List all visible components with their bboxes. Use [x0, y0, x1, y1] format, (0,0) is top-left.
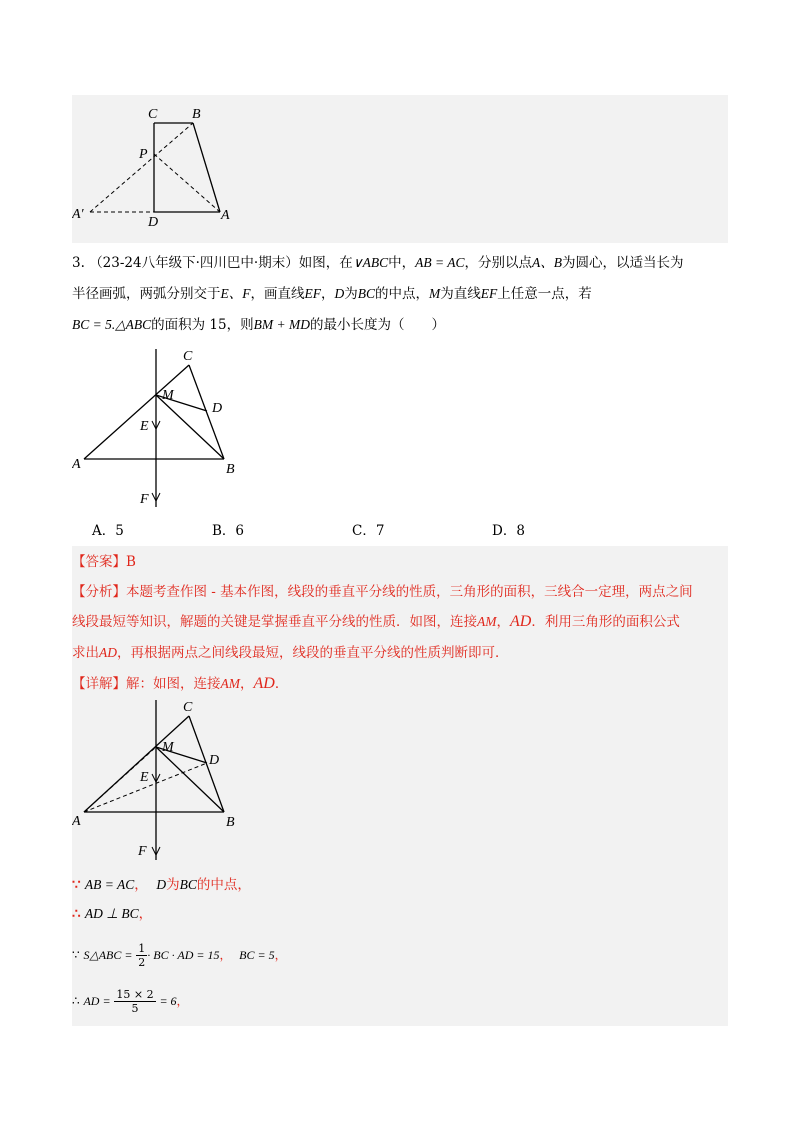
- math-ad-lhs: AD =: [83, 994, 111, 1008]
- answer-tag: 【答案】: [72, 554, 126, 570]
- option-a[interactable]: [92, 521, 124, 541]
- option-value: 5: [115, 523, 124, 539]
- math-ad: AD: [253, 675, 275, 692]
- question-text: 的面积为 15，则: [151, 317, 254, 333]
- math-ef: EF: [480, 286, 498, 301]
- analysis-line-3: [72, 643, 509, 663]
- analysis-text: ，再根据两点之间线段最短，线段的垂直平分线的性质判断即可．: [117, 645, 509, 661]
- analysis-line-1: [72, 582, 693, 602]
- punctuation: ，: [134, 877, 148, 893]
- option-d[interactable]: [492, 521, 525, 541]
- step-3: [72, 937, 287, 973]
- therefore-symbol: ∴: [72, 994, 80, 1008]
- question-number: 3.: [72, 255, 85, 271]
- fraction-one-half: [136, 942, 147, 969]
- detail-text: ，: [240, 676, 254, 692]
- option-b[interactable]: [212, 521, 244, 541]
- question-text: 上任意一点，若: [497, 286, 592, 302]
- detail-tag: 【详解】: [72, 676, 126, 692]
- fig2-label-D: D: [212, 401, 223, 416]
- fig1-line-BA: [193, 123, 220, 212]
- math-points-ef: E、F: [220, 286, 251, 301]
- fig1-label-A: A: [221, 208, 230, 223]
- punctuation: ，: [274, 948, 287, 962]
- question-text: 半径画弧，两弧分别交于: [72, 286, 221, 302]
- math-ad: AD: [99, 645, 117, 660]
- fraction-numerator: 15 × 2: [116, 988, 154, 1001]
- figure1-diagram: [72, 95, 372, 243]
- question-text: 为直线: [440, 286, 481, 302]
- fig3-label-D: D: [209, 753, 220, 768]
- because-symbol: ∵: [72, 877, 81, 893]
- fraction-15x2-over-5: [114, 988, 155, 1015]
- math-d: D: [156, 877, 167, 892]
- fig2-label-C: C: [183, 349, 193, 364]
- math-bc-area: BC = 5.△ABC: [72, 317, 152, 332]
- question-text: 为: [344, 286, 358, 302]
- fig3-label-A: A: [72, 814, 81, 829]
- detail-line: [72, 674, 288, 694]
- question-text: 中，: [388, 255, 416, 271]
- option-value: 6: [235, 523, 245, 539]
- math-am: AM: [220, 676, 240, 691]
- because-symbol: ∵: [72, 948, 80, 962]
- question-text: 的最小长度为（ ）: [309, 317, 445, 333]
- question-line-2: [72, 284, 592, 304]
- option-letter: C．: [352, 523, 376, 539]
- math-points-ab: A、B: [531, 255, 562, 270]
- analysis-line-2: [72, 612, 680, 632]
- math-bc: BC: [179, 877, 197, 892]
- option-c[interactable]: [352, 521, 384, 541]
- math-bc: BC: [357, 286, 376, 301]
- fraction-numerator: 1: [138, 942, 146, 955]
- fraction-denominator: 5: [131, 1002, 139, 1015]
- fig3-label-E: E: [140, 770, 149, 785]
- question-line-1: [72, 253, 683, 273]
- punctuation: ，: [176, 994, 189, 1008]
- analysis-text: 求出: [72, 645, 99, 661]
- fig1-dash-A'B: [90, 123, 193, 212]
- math-triangle-abc: ∨ABC: [352, 255, 389, 270]
- fig3-label-M: M: [162, 740, 174, 755]
- question-text: ，画直线: [250, 286, 305, 302]
- math-area-lhs: S△ABC =: [83, 948, 133, 962]
- step-text: 的中点，: [196, 877, 251, 893]
- math-bm-plus-md: BM + MD: [253, 317, 310, 332]
- punctuation: ，: [138, 906, 153, 922]
- therefore-symbol: ∴: [72, 906, 81, 922]
- math-ab-eq-ac: AB = AC: [415, 255, 465, 270]
- detail-text: 解：如图，连接: [126, 676, 221, 692]
- question-text: ，: [321, 286, 335, 302]
- fig1-label-D: D: [148, 215, 159, 230]
- answer-line: [72, 552, 136, 572]
- option-letter: B．: [212, 523, 236, 539]
- question-text: 为圆心，以适当长为: [561, 255, 684, 271]
- option-letter: A．: [92, 523, 116, 539]
- analysis-text: ，: [496, 614, 510, 630]
- detail-text: ．: [274, 676, 289, 692]
- analysis-text: 本题考查作图 - 基本作图，线段的垂直平分线的性质，三角形的面积，三线合一定理，两点之间: [126, 584, 693, 600]
- fig2-label-E: E: [140, 419, 149, 434]
- question-line-3: [72, 315, 445, 335]
- fig2-label-A: A: [72, 457, 81, 472]
- fig2-label-B: B: [226, 462, 235, 477]
- step-2: [72, 904, 152, 924]
- question-text: 的中点，: [375, 286, 430, 302]
- fig1-dash-PA: [154, 154, 220, 212]
- fig1-label-B: B: [192, 107, 201, 122]
- math-d: D: [334, 286, 345, 301]
- math-ef: EF: [304, 286, 321, 301]
- question-text: 如图，在: [298, 255, 353, 271]
- punctuation: ，: [219, 948, 232, 962]
- math-m: M: [429, 286, 441, 301]
- analysis-text: ．利用三角形的面积公式: [531, 614, 680, 630]
- answer-value: B: [126, 554, 136, 570]
- math-area-rhs: · BC · AD = 15: [147, 948, 220, 962]
- math-ad-rhs: = 6: [159, 994, 177, 1008]
- option-value: 8: [516, 523, 525, 539]
- question-source: （23-24八年级下·四川巴中·期末）: [89, 255, 299, 271]
- math-bc-eq-5: BC = 5: [239, 948, 275, 962]
- fig1-label-A-prime: A′: [72, 207, 84, 222]
- figure2-diagram: [72, 345, 272, 510]
- fig2-label-F: F: [140, 492, 149, 507]
- fig3-label-C: C: [183, 700, 193, 715]
- analysis-text: 线段最短等知识，解题的关键是掌握垂直平分线的性质．如图，连接: [72, 614, 477, 630]
- math-ad: AD: [510, 613, 532, 630]
- option-letter: D．: [492, 523, 517, 539]
- step-1: [72, 875, 251, 895]
- fig3-label-B: B: [226, 815, 235, 830]
- analysis-tag: 【分析】: [72, 584, 126, 600]
- step-4: [72, 983, 189, 1019]
- fraction-denominator: 2: [138, 956, 146, 969]
- fig1-label-P: P: [139, 147, 148, 162]
- math-am: AM: [477, 614, 497, 629]
- math-ad-perp-bc: AD ⊥ BC: [84, 906, 139, 921]
- math-ab-eq-ac: AB = AC: [84, 877, 135, 892]
- option-value: 7: [375, 523, 385, 539]
- fig2-label-M: M: [162, 388, 174, 403]
- fig1-label-C: C: [148, 107, 158, 122]
- figure3-diagram: [72, 695, 272, 865]
- question-text: ，分别以点: [464, 255, 532, 271]
- step-text: 为: [166, 877, 180, 893]
- fig3-label-F: F: [138, 844, 147, 859]
